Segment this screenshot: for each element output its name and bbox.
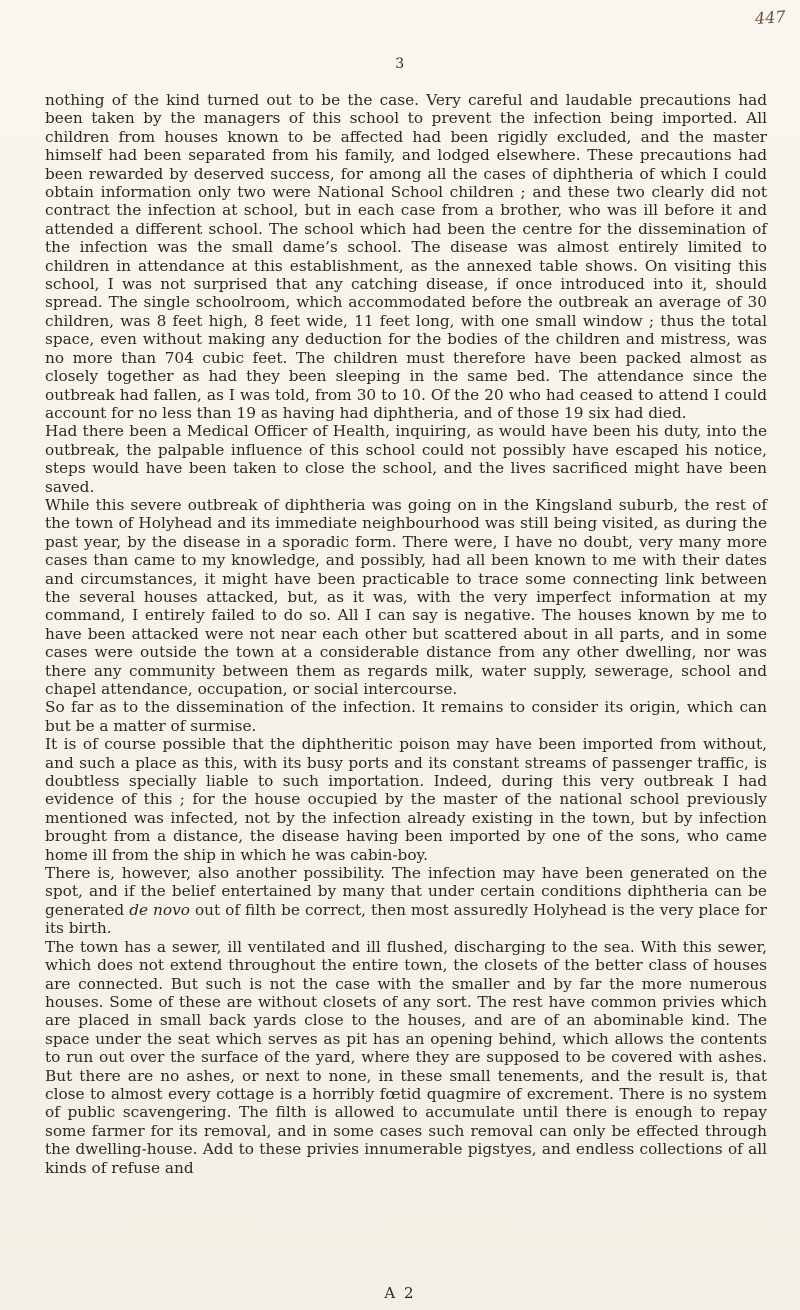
body-text bbox=[45, 91, 767, 1177]
italic-de-novo: de novo bbox=[129, 900, 190, 919]
paragraph-6 bbox=[45, 864, 767, 938]
page-number: 3 bbox=[395, 56, 405, 72]
paragraph-1: nothing of the kind turned out to be the case. Very careful and laudable precautions had been taken by the managers of this school to prevent the infection being imported. All children from houses known to be affected had been rigidly excluded, and the master himself had been separated from his family, and lodged elsewhere. These precautions had been rewarded by deserved success, for among all the cases of diphtheria of which I could obtain information only two were National School children ; and these two clearly did not contract the infection at school, but in each case from a brother, who was ill before it and attended a different school. The school which had been the centre for the dissemination of the infection was the small dame’s school. The disease was almost entirely limited to children in attendance at this establishment, as the annexed table shows. On visiting this school, I was not surprised that any catching disease, if once introduced into it, should spread. The single schoolroom, which accommodated before the outbreak an average of 30 children, was 8 feet high, 8 feet wide, 11 feet long, with one small window ; thus the total space, even without making any deduction for the bodies of the children and mistress, was no more than 704 cubic feet. The children must therefore have been packed almost as closely together as had they been sleeping in the same bed. The attendance since the outbreak had fallen, as I was told, from 30 to 10. Of the 20 who had ceased to attend I could account for no less than 19 as having had diphtheria, and of those 19 six had died. bbox=[45, 91, 767, 422]
paragraph-7: The town has a sewer, ill ventilated and ill flushed, discharging to the sea. With this sewer, which does not extend throughout the entire town, the closets of the better class of houses are connected. But such is not the case with the smaller and by far the more numerous houses. Some of these are without closets of any sort. The rest have common privies which are placed in small back yards close to the houses, and are of an abominable kind. The space under the seat which serves as pit has an opening behind, which allows the contents to run out over the surface of the yard, where they are supposed to be covered with ashes. But there are no ashes, or next to none, in these small tenements, and the result is, that close to almost every cottage is a horribly fœtid quagmire of excrement. There is no system of public scavengering. The filth is allowed to accumulate until there is enough to repay some farmer for its removal, and in some cases such removal can only be effected through the dwelling-house. Add to these privies innumerable pigstyes, and endless collections of all kinds of refuse and bbox=[45, 937, 767, 1177]
signature-mark: A 2 bbox=[384, 1284, 416, 1302]
paragraph-3: While this severe outbreak of diphtheria was going on in the Kingsland suburb, the rest of the town of Holyhead and its immediate neighbourhood was still being visited, as during the past year, by the disease in a sporadic form. There were, I have no doubt, very many more cases than came to my knowledge, and possibly, had all been known to me with their dates and circumstances, it might have been practicable to trace some connecting link between the several houses attacked, but, as it was, with the very imperfect information at my command, I entirely failed to do so. All I can say is negative. The houses known by me to have been attacked were not near each other but scattered about in all parts, and in some cases were outside the town at a considerable distance from any other dwelling, nor was there any community between them as regards milk, water supply, sewerage, school and chapel attendance, occupation, or social intercourse. bbox=[45, 495, 767, 698]
handwritten-folio-mark: 447 bbox=[754, 6, 787, 29]
paragraph-2: Had there been a Medical Officer of Health, inquiring, as would have been his duty, into the outbreak, the palpable influence of this school could not possibly have escaped his notice, steps would have been taken to close the school, and the lives sacrificed might have been saved. bbox=[45, 422, 767, 496]
paragraph-6-head: There is, however, also another possibility. The infection may have been generated on the spot, and if the belief entertained by many that under certain conditions diphtheria can be generated bbox=[45, 864, 767, 919]
paragraph-6-tail: out of filth be correct, then most assuredly Holyhead is the very place for its birth. bbox=[45, 900, 767, 938]
paragraph-5: It is of course possible that the diphtheritic poison may have been imported from without, and such a place as this, with its busy ports and its constant streams of passenger traffic, is doubtless specially liable to such importation. Indeed, during this very outbreak I had evidence of this ; for the house occupied by the master of the national school previously mentioned was infected, not by the infection already existing in the town, but by infection brought from a distance, the disease having been imported by one of the sons, who came home ill from the ship in which he was cabin-boy. bbox=[45, 735, 767, 864]
paragraph-4: So far as to the dissemination of the infection. It remains to consider its origin, which can but be a matter of surmise. bbox=[45, 698, 767, 735]
